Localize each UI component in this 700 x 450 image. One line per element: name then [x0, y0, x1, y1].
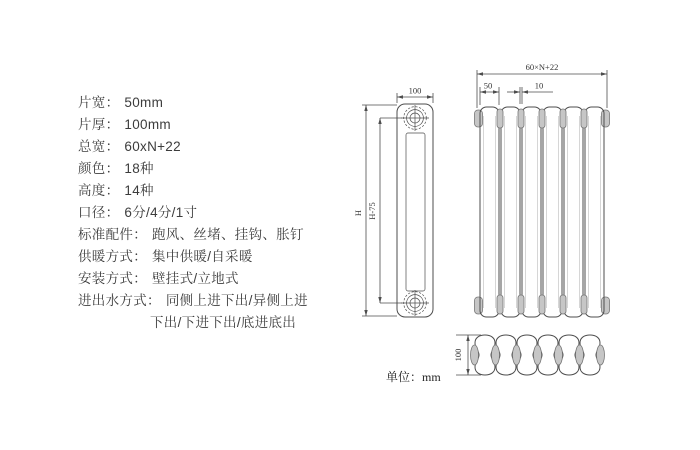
dimension-gap — [507, 81, 553, 105]
column-width-label: 50 — [483, 80, 493, 91]
spec-value: 100mm — [124, 117, 171, 132]
spec-value: 6分/4分/1寸 — [124, 205, 198, 220]
spec-value: 60xN+22 — [124, 139, 181, 154]
dimension-side-width — [397, 86, 433, 104]
spec-label: 安装方式： — [78, 271, 147, 286]
top-valve-boss — [401, 105, 429, 131]
center-distance-label: H-75 — [367, 202, 377, 220]
spec-label: 标准配件： — [78, 227, 147, 242]
radiator-front-view — [475, 62, 610, 317]
spec-value: 跑风、丝堵、挂钩、胀钉 — [152, 227, 304, 242]
end-plug — [475, 110, 483, 127]
spec-value: 壁挂式/立地式 — [152, 271, 239, 286]
total-width-label: 60×N+22 — [525, 62, 559, 72]
spec-value: 50mm — [124, 95, 164, 110]
spec-label: 高度： — [78, 183, 120, 198]
spec-value-continuation: 下出/下进下出/底进底出 — [150, 315, 297, 330]
spec-label: 总宽： — [78, 139, 120, 154]
spec-value: 同侧上进下出/异侧上进 — [165, 293, 308, 308]
spec-label: 片厚： — [78, 117, 120, 132]
front-columns — [480, 107, 604, 317]
radiator-plan-view — [453, 335, 605, 375]
spec-label: 颜色： — [78, 161, 120, 176]
bottom-valve-boss — [401, 290, 429, 316]
spec-label: 片宽： — [78, 95, 120, 110]
end-plug — [602, 110, 610, 127]
gap-label: 10 — [534, 80, 544, 91]
side-column-body — [397, 104, 433, 317]
spec-value: 集中供暖/自采暖 — [152, 249, 253, 264]
depth-label: 100 — [453, 348, 463, 362]
spec-value: 18种 — [124, 161, 154, 176]
spec-value: 14种 — [124, 183, 154, 198]
unit-note: 单位：mm — [386, 370, 441, 384]
height-label: H — [353, 209, 363, 217]
side-column-panel — [406, 133, 425, 291]
dimension-column-width — [480, 81, 499, 106]
spec-label: 供暖方式： — [78, 249, 147, 264]
side-width-label: 100 — [408, 85, 422, 96]
spec-label: 口径： — [78, 205, 120, 220]
end-plug — [475, 297, 483, 314]
spec-label: 进出水方式： — [78, 293, 161, 308]
end-plug — [602, 297, 610, 314]
radiator-side-view — [353, 86, 433, 318]
column-connectors — [497, 109, 587, 314]
